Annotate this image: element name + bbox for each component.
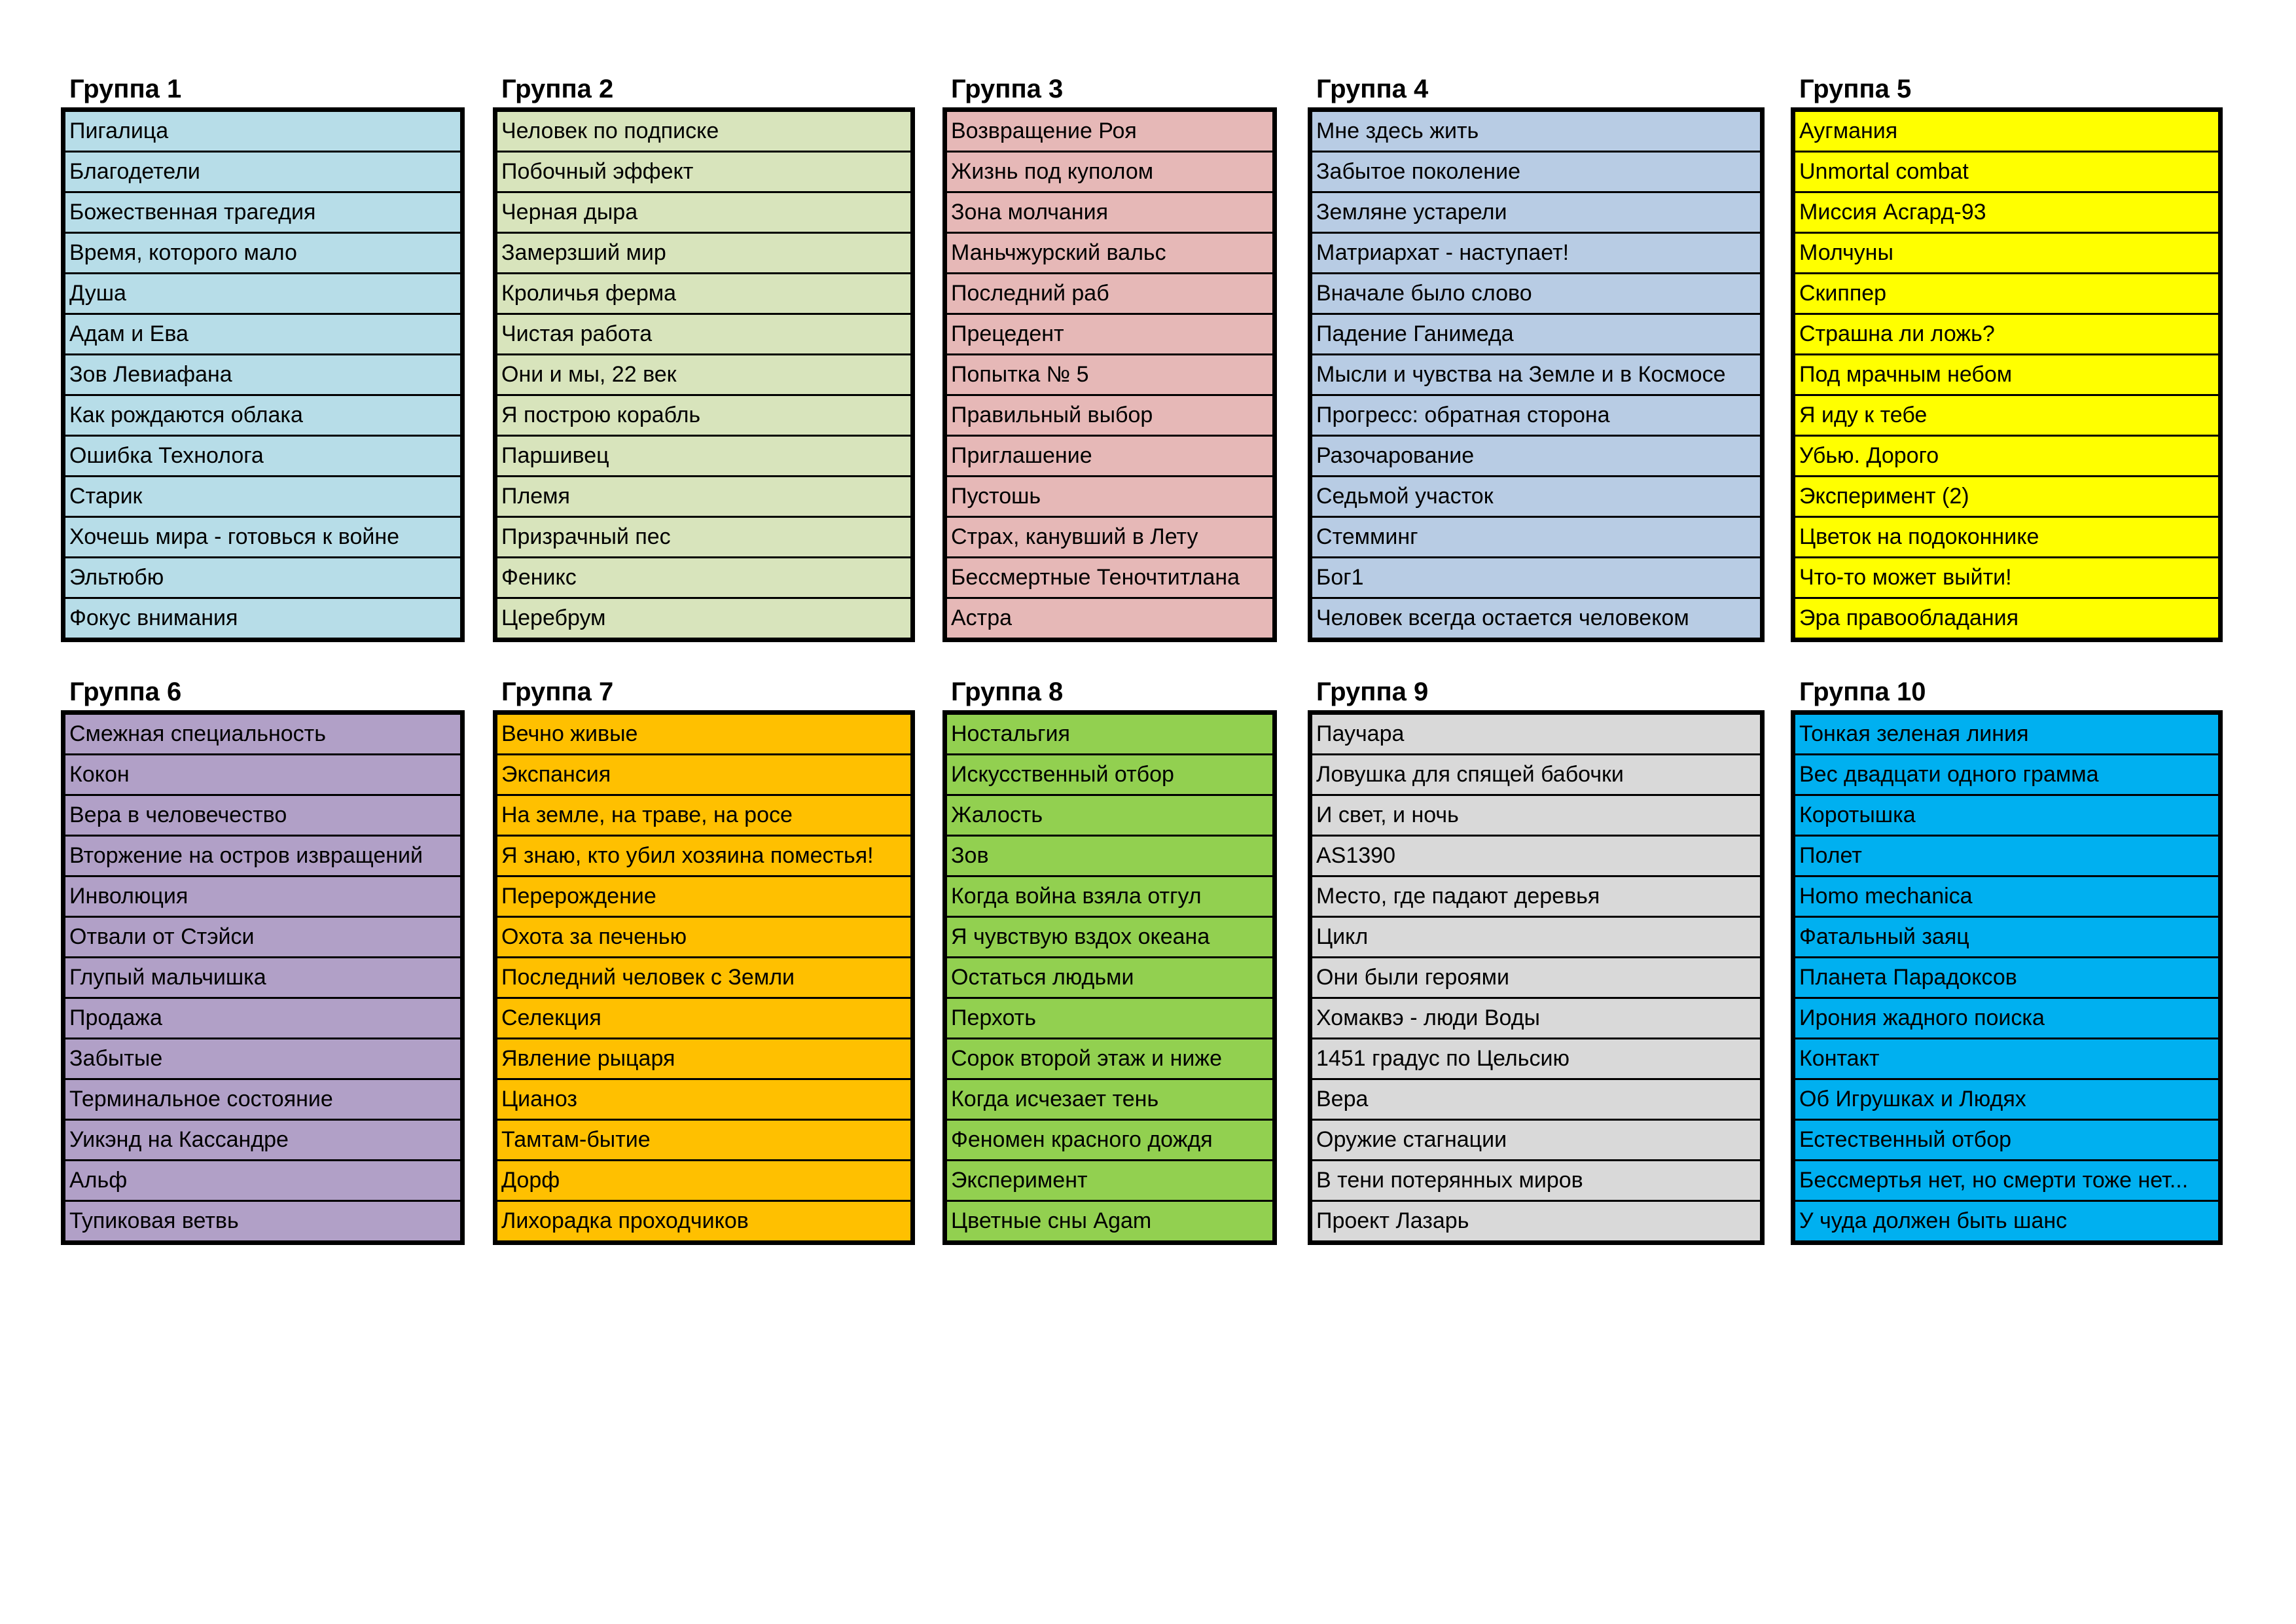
table-cell[interactable]: Тонкая зеленая линия (1799, 721, 2029, 746)
table-cell[interactable]: Страх, канувший в Лету (947, 516, 1272, 556)
table-cell[interactable]: Цветные сны Agam (947, 1200, 1272, 1240)
table-cell[interactable]: Охота за печенью (497, 916, 910, 956)
table-cell[interactable]: У чуда должен быть шанс (1795, 1200, 2218, 1240)
table-cell[interactable]: Адам и Ева (65, 313, 460, 353)
table-cell[interactable]: Ирония жадного поиска (1795, 997, 2218, 1038)
table-cell[interactable]: Маньчжурский вальс (947, 232, 1272, 272)
table-cell[interactable]: Что-то может выйти! (1795, 556, 2218, 597)
table-cell[interactable]: Эра правообладания (1795, 597, 2218, 638)
group-table (942, 107, 1277, 642)
group-table (1791, 107, 2223, 642)
table-cell[interactable]: Фокус внимания (65, 597, 460, 638)
table-cell[interactable]: Божественная трагедия (65, 191, 460, 232)
table-cell[interactable]: Зона молчания (947, 191, 1272, 232)
table-cell[interactable]: Забытые (65, 1038, 460, 1078)
table-cell[interactable]: Замерзший мир (497, 232, 910, 272)
table-cell[interactable]: Паучара (1316, 721, 1405, 746)
table-cell[interactable]: Об Игрушках и Людях (1795, 1078, 2218, 1119)
table-cell[interactable]: Феникс (497, 556, 910, 597)
table-cell[interactable]: Феномен красного дождя (947, 1119, 1272, 1159)
group-table (493, 107, 915, 642)
table-cell[interactable]: Последний раб (947, 272, 1272, 313)
group-title: Группа 7 (501, 677, 614, 706)
table-cell[interactable]: Хочешь мира - готовься к войне (65, 516, 460, 556)
table-cell[interactable]: Жалость (947, 794, 1272, 835)
table-cell[interactable]: Бог1 (1312, 556, 1760, 597)
table-cell[interactable]: Экспансия (497, 753, 910, 794)
group-title: Группа 1 (69, 75, 182, 103)
group-8 (942, 676, 1277, 1245)
table-cell[interactable]: Попытка № 5 (947, 353, 1272, 394)
table-cell[interactable]: Прогресс: обратная сторона (1312, 394, 1760, 435)
table-cell[interactable]: Кроличья ферма (497, 272, 910, 313)
group-6 (61, 676, 465, 1245)
table-cell[interactable]: Человек всегда остается человеком (1312, 597, 1760, 638)
table-cell[interactable]: Страшна ли ложь? (1795, 313, 2218, 353)
table-cell[interactable]: Цикл (1312, 916, 1760, 956)
table-cell[interactable]: Инволюция (65, 875, 460, 916)
table-cell[interactable]: Зов Левиафана (65, 353, 460, 394)
table-cell[interactable]: Цветок на подоконнике (1795, 516, 2218, 556)
table-cell[interactable]: Седьмой участок (1312, 475, 1760, 516)
group-title: Группа 6 (69, 677, 182, 706)
group-3 (942, 73, 1277, 642)
table-cell[interactable]: Племя (497, 475, 910, 516)
table-cell[interactable]: Лихорадка проходчиков (497, 1200, 910, 1240)
table-cell[interactable]: Призрачный пес (497, 516, 910, 556)
group-1 (61, 73, 465, 642)
table-cell[interactable]: Человек по подписке (501, 118, 719, 143)
table-cell[interactable]: Контакт (1795, 1038, 2218, 1078)
table-cell[interactable]: Когда исчезает тень (947, 1078, 1272, 1119)
table-cell[interactable]: Планета Парадоксов (1795, 956, 2218, 997)
table-cell[interactable]: Уикэнд на Кассандре (65, 1119, 460, 1159)
table-cell[interactable]: Прецедент (947, 313, 1272, 353)
table-cell[interactable]: 1451 градус по Цельсию (1312, 1038, 1760, 1078)
table-cell[interactable]: Я знаю, кто убил хозяина поместья! (497, 835, 910, 875)
table-cell[interactable]: Глупый мальчишка (65, 956, 460, 997)
table-cell[interactable]: Падение Ганимеда (1312, 313, 1760, 353)
group-4 (1308, 73, 1765, 642)
table-cell[interactable]: Время, которого мало (65, 232, 460, 272)
table-cell[interactable]: Вес двадцати одного грамма (1795, 753, 2218, 794)
table-cell[interactable]: Побочный эффект (497, 151, 910, 191)
table-cell[interactable]: Старик (65, 475, 460, 516)
table-cell[interactable]: Матриархат - наступает! (1312, 232, 1760, 272)
table-cell[interactable]: Земляне устарели (1312, 191, 1760, 232)
table-cell[interactable]: Смежная специальность (69, 721, 326, 746)
group-title: Группа 10 (1799, 677, 1926, 706)
table-cell[interactable]: Homo mechanica (1795, 875, 2218, 916)
table-cell[interactable]: Чистая работа (497, 313, 910, 353)
table-cell[interactable]: Мне здесь жить (1316, 118, 1479, 143)
table-cell[interactable]: Дорф (497, 1159, 910, 1200)
table-cell[interactable]: Забытое поколение (1312, 151, 1760, 191)
group-table (1308, 107, 1765, 642)
table-cell[interactable]: В тени потерянных миров (1312, 1159, 1760, 1200)
group-9 (1308, 676, 1765, 1245)
table-cell[interactable]: Как рождаются облака (65, 394, 460, 435)
table-cell[interactable]: Терминальное состояние (65, 1078, 460, 1119)
table-cell[interactable]: Убью. Дорого (1795, 435, 2218, 475)
table-cell[interactable]: Вера в человечество (65, 794, 460, 835)
table-cell[interactable]: Паршивец (497, 435, 910, 475)
group-title: Группа 4 (1316, 75, 1429, 103)
table-cell[interactable]: Черная дыра (497, 191, 910, 232)
table-cell[interactable]: Селекция (497, 997, 910, 1038)
table-cell[interactable]: Душа (65, 272, 460, 313)
table-cell[interactable]: Я иду к тебе (1795, 394, 2218, 435)
table-cell[interactable]: Они были героями (1312, 956, 1760, 997)
table-cell[interactable]: Фатальный заяц (1795, 916, 2218, 956)
table-cell[interactable]: Миссия Асгард-93 (1795, 191, 2218, 232)
table-cell[interactable]: Ловушка для спящей бабочки (1312, 753, 1760, 794)
table-cell[interactable]: Они и мы, 22 век (497, 353, 910, 394)
table-cell[interactable]: Тамтам-бытие (497, 1119, 910, 1159)
table-cell[interactable]: Хомаквэ - люди Воды (1312, 997, 1760, 1038)
table-cell[interactable]: Мысли и чувства на Земле и в Космосе (1312, 353, 1760, 394)
table-cell[interactable]: Альф (65, 1159, 460, 1200)
group-table (1791, 710, 2223, 1245)
table-cell[interactable]: Эльтюбю (65, 556, 460, 597)
table-cell[interactable]: Коротышка (1795, 794, 2218, 835)
group-table (61, 107, 465, 642)
table-cell[interactable]: Пустошь (947, 475, 1272, 516)
table-cell[interactable]: Естественный отбор (1795, 1119, 2218, 1159)
table-cell[interactable]: Искусственный отбор (947, 753, 1272, 794)
table-cell[interactable]: Эксперимент (2) (1795, 475, 2218, 516)
group-table (493, 710, 915, 1245)
group-5 (1791, 73, 2223, 642)
table-cell[interactable]: Церебрум (497, 597, 910, 638)
table-cell[interactable]: Эксперимент (947, 1159, 1272, 1200)
table-cell[interactable]: Вечно живые (501, 721, 638, 746)
table-cell[interactable]: Я чувствую вздох океана (947, 916, 1272, 956)
table-cell[interactable]: Ошибка Технолога (65, 435, 460, 475)
table-cell[interactable]: И свет, и ночь (1312, 794, 1760, 835)
table-cell[interactable]: Вера (1312, 1078, 1760, 1119)
table-cell[interactable]: Благодетели (65, 151, 460, 191)
table-cell[interactable]: Аугмания (1799, 118, 1898, 143)
table-cell[interactable]: Проект Лазарь (1312, 1200, 1760, 1240)
table-cell[interactable]: Когда война взяла отгул (947, 875, 1272, 916)
table-cell[interactable]: Бессмертные Теночтитлана (947, 556, 1272, 597)
table-cell[interactable]: Полет (1795, 835, 2218, 875)
table-cell[interactable]: Зов (947, 835, 1272, 875)
table-cell[interactable]: Правильный выбор (947, 394, 1272, 435)
group-2 (493, 73, 915, 642)
table-cell[interactable]: AS1390 (1312, 835, 1760, 875)
table-cell[interactable]: Последний человек с Земли (497, 956, 910, 997)
table-cell[interactable]: Место, где падают деревья (1312, 875, 1760, 916)
table-cell[interactable]: Пигалица (69, 118, 169, 143)
table-cell[interactable]: Астра (947, 597, 1272, 638)
table-cell[interactable]: Разочарование (1312, 435, 1760, 475)
table-cell[interactable]: Скиппер (1795, 272, 2218, 313)
group-10 (1791, 676, 2223, 1245)
table-cell[interactable]: Под мрачным небом (1795, 353, 2218, 394)
table-cell[interactable]: Тупиковая ветвь (65, 1200, 460, 1240)
group-table (942, 710, 1277, 1245)
table-cell[interactable]: Сорок второй этаж и ниже (947, 1038, 1272, 1078)
table-cell[interactable]: Вторжение на остров извращений (65, 835, 460, 875)
group-title: Группа 3 (951, 75, 1064, 103)
table-cell[interactable]: Вначале было слово (1312, 272, 1760, 313)
table-cell[interactable]: Молчуны (1795, 232, 2218, 272)
table-cell[interactable]: Цианоз (497, 1078, 910, 1119)
table-cell[interactable]: Стемминг (1312, 516, 1760, 556)
group-title: Группа 9 (1316, 677, 1429, 706)
table-cell[interactable]: Ностальгия (951, 721, 1070, 746)
table-cell[interactable]: Перерождение (497, 875, 910, 916)
table-cell[interactable]: Жизнь под куполом (947, 151, 1272, 191)
table-cell[interactable]: Перхоть (947, 997, 1272, 1038)
group-table (1308, 710, 1765, 1245)
group-title: Группа 2 (501, 75, 614, 103)
group-7 (493, 676, 915, 1245)
table-cell[interactable]: Отвали от Стэйси (65, 916, 460, 956)
table-cell[interactable]: Остаться людьми (947, 956, 1272, 997)
table-cell[interactable]: Unmortal combat (1795, 151, 2218, 191)
table-cell[interactable]: На земле, на траве, на росе (497, 794, 910, 835)
group-table (61, 710, 465, 1245)
table-cell[interactable]: Явление рыцаря (497, 1038, 910, 1078)
table-cell[interactable]: Возвращение Роя (951, 118, 1137, 143)
table-cell[interactable]: Бессмертья нет, но смерти тоже нет... (1795, 1159, 2218, 1200)
table-cell[interactable]: Кокон (65, 753, 460, 794)
group-title: Группа 8 (951, 677, 1064, 706)
table-cell[interactable]: Продажа (65, 997, 460, 1038)
table-cell[interactable]: Я построю корабль (497, 394, 910, 435)
table-cell[interactable]: Приглашение (947, 435, 1272, 475)
table-cell[interactable]: Оружие стагнации (1312, 1119, 1760, 1159)
group-title: Группа 5 (1799, 75, 1912, 103)
